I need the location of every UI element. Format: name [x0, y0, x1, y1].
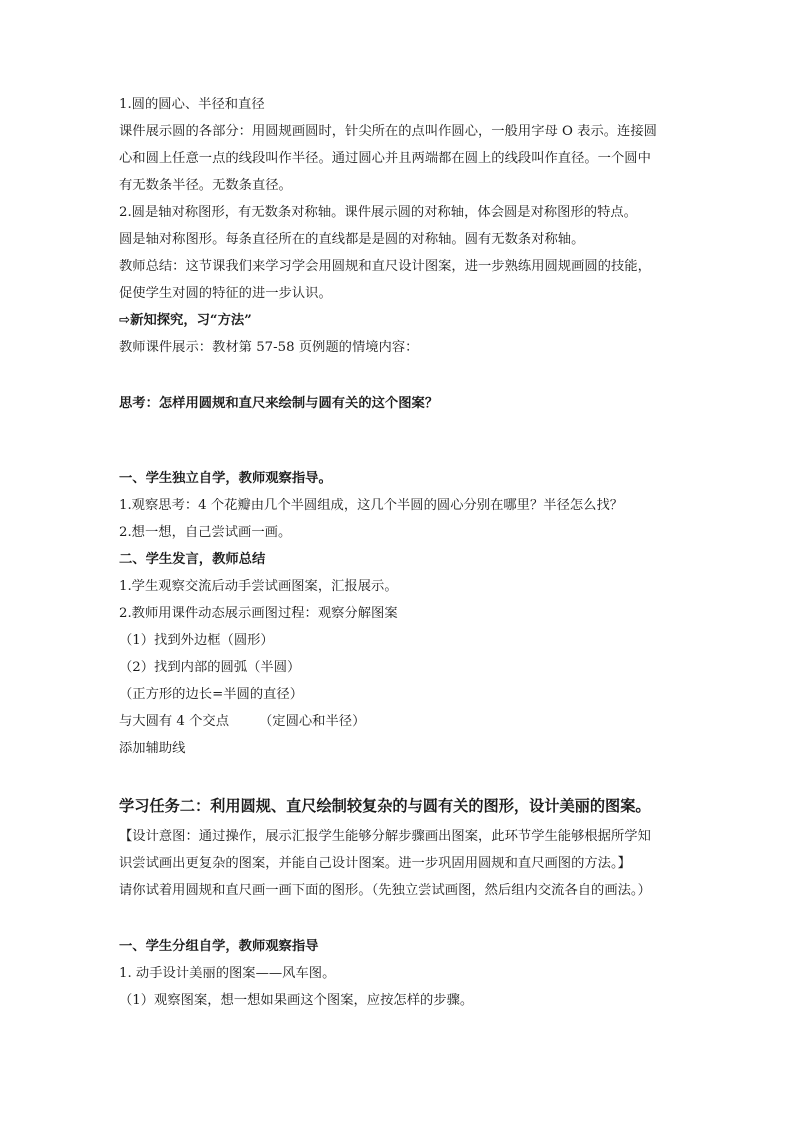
part2-note2-left: 与大圆有 4 个交点 — [119, 714, 229, 729]
think-question: 思考：怎样用圆规和直尺来绘制与圆有关的这个图案？ — [119, 396, 439, 411]
section1-para-line3: 有无数条半径。无数条直径。 — [119, 178, 292, 193]
part1-item2: 2.想一想，自己尝试画一画。 — [119, 525, 292, 540]
teacher-summary-line1: 教师总结：这节课我们来学习学会用圆规和直尺设计图案，进一步熟练用圆规画圆的技能， — [119, 259, 651, 274]
part2-note2 — [119, 713, 699, 731]
section1-heading: 1.圆的圆心、半径和直径 — [119, 97, 265, 112]
courseware-line: 教师课件展示：教材第 57-58 页例题的情境内容： — [119, 340, 419, 355]
part2-note3: 添加辅助线 — [119, 741, 186, 756]
section1-para-line1: 课件展示圆的各部分：用圆规画圆时，针尖所在的点叫作圆心，一般用字母 O 表示。连接圆 — [119, 124, 657, 139]
task2-intent-line2: 识尝试画出更复杂的图案，并能自己设计图案。进一步巩固用圆规和直尺画图的方法。】 — [119, 856, 631, 871]
part3-heading: 一、学生分组自学，教师观察指导 — [119, 939, 319, 954]
part2-step1: （1）找到外边框（圆形） — [119, 633, 274, 648]
part2-item2: 2.教师用课件动态展示画图过程：观察分解图案 — [119, 606, 398, 621]
part2-note2-right: （定圆心和半径） — [259, 714, 366, 729]
part2-heading: 二、学生发言，教师总结 — [119, 552, 266, 567]
part3-step1: （1）观察图案，想一想如果画这个图案，应按怎样的步骤。 — [119, 993, 474, 1008]
task2-intent-line1: 【设计意图：通过操作，展示汇报学生能够分解步骤画出图案，此环节学生能够根据所学知 — [119, 829, 651, 844]
section1-item2-line2: 圆是轴对称图形。每条直径所在的直线都是是圆的对称轴。圆有无数条对称轴。 — [119, 232, 585, 247]
teacher-summary-line2: 促使学生对圆的特征的进一步认识。 — [119, 286, 332, 301]
task2-instruction: 请你试着用圆规和直尺画一画下面的图形。（先独立尝试画图，然后组内交流各自的画法。） — [119, 883, 651, 898]
part1-heading: 一、学生独立自学，教师观察指导。 — [119, 471, 332, 486]
part2-step2: （2）找到内部的圆弧（半圆） — [119, 660, 301, 675]
task2-heading: 学习任务二：利用圆规、直尺绘制较复杂的与圆有关的图形，设计美丽的图案。 — [119, 797, 651, 815]
section1-item2-line1: 2.圆是轴对称图形，有无数条对称轴。课件展示圆的对称轴，体会圆是对称图形的特点。 — [119, 205, 637, 220]
arrow-right-icon: ⇨ — [119, 313, 131, 328]
part2-item1: 1.学生观察交流后动手尝试画图案，汇报展示。 — [119, 579, 398, 594]
part2-note1: （正方形的边长=半圆的直径） — [119, 687, 304, 702]
explore-heading-text: 新知探究，习“方法” — [130, 313, 252, 328]
part1-item1: 1.观察思考：4 个花瓣由几个半圆组成，这几个半圆的圆心分别在哪里？半径怎么找？ — [119, 498, 624, 513]
part3-item1: 1. 动手设计美丽的图案——风车图。 — [119, 966, 336, 981]
section1-para-line2: 心和圆上任意一点的线段叫作半径。通过圆心并且两端都在圆上的线段叫作直径。一个圆中 — [119, 151, 651, 166]
explore-heading — [119, 312, 699, 330]
